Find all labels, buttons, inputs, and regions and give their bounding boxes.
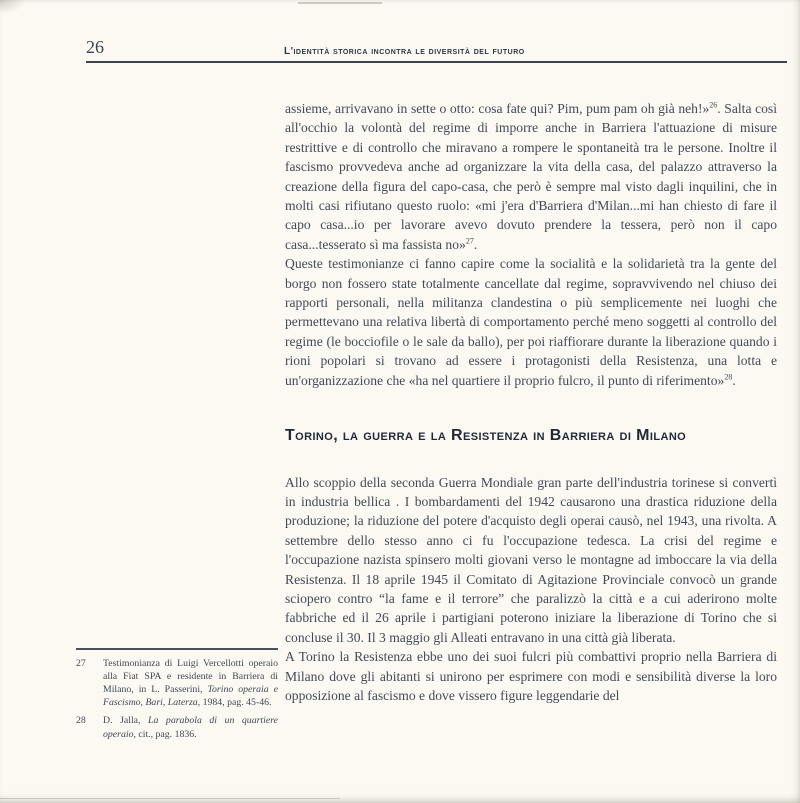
footnotes-rule xyxy=(76,648,278,650)
footnote-27-number: 27 xyxy=(76,657,86,669)
footnote-27-citation: Testimonianza di Luigi Vercellotti operaio alla Fiat SPA e residente in Barriera di Milano, in L. Passerini, xyxy=(103,657,278,695)
footnote-28-title-italic: La parabola di un quartiere operaio xyxy=(103,715,279,740)
scan-edge-artifact-bottom xyxy=(0,798,340,799)
footnote-27-title-italic: Torino operaia e Fascismo, Bari, Laterza, xyxy=(103,683,278,709)
page-number: 26 xyxy=(86,37,104,57)
paragraph-1-text: . xyxy=(473,236,478,252)
footnote-28-citation: D. Jalla, xyxy=(103,715,149,727)
footnote-28-number: 28 xyxy=(76,715,86,727)
footnote-marker-27: 27 xyxy=(465,236,474,246)
paragraph-1 xyxy=(285,99,777,254)
footnote-27-pages: 1984, pag. 45-46. xyxy=(200,697,272,709)
scan-edge-artifact-top xyxy=(298,2,382,4)
paragraph-2 xyxy=(285,254,777,390)
footnote-marker-26: 26 xyxy=(709,100,718,110)
section-heading: Torino, la guerra e la Resistenza in Barriera di Milano xyxy=(285,427,687,445)
scan-corner-smudge xyxy=(0,0,26,14)
footnotes-block xyxy=(76,648,278,746)
paragraph-1-text: . Salta così all'occhio la volontà del regime di imporre anche in Barriera l'attuazione di misure restrittive e di controllo che miravano a rompere le spontaneità tra le persone. Inoltre il fascismo provvedeva anche ad organizzare la vita della casa, del palazzo attraverso la creazione della figura del capo-casa, che però è sempre mal visto dagli inquilini, che in molti casi rifiutano questo ruolo: «mi j'era d'Barriera d'Milan...mi han chiesto di fare il capo casa...io per lavorare avevo dovuto prendere la tessera, però non il capo casa...tesserato sì ma fassista no» xyxy=(285,101,777,252)
header-rule xyxy=(86,61,787,63)
footnote-27 xyxy=(76,657,278,710)
footnote-28-pages: , cit., pag. 1836. xyxy=(133,728,197,740)
running-header: L'identità storica incontra le diversità del futuro xyxy=(284,46,525,57)
footnote-28 xyxy=(76,714,278,740)
paragraph-2-text: . xyxy=(732,372,736,388)
paragraph-1-text: assieme, arrivavano in sette o otto: cosa fate qui? Pim, pum pam oh già neh!» xyxy=(285,101,710,116)
footnote-27-text xyxy=(103,657,278,710)
paragraph-4: A Torino la Resistenza ebbe uno dei suoi fulcri più combattivi proprio nella Barriera di Milano dove gli abitanti si unirono per esprimere con modi e sensibilità diverse la loro opposizione al fascismo e dove vissero figure leggendarie del xyxy=(285,649,777,703)
footnote-marker-28: 28 xyxy=(724,372,733,382)
paragraph-2-text: Queste testimonianze ci fanno capire come la socialità e la solidarietà tra la gente del borgo non fossero state totalmente cancellate dal regime, sopravvivendo nel chiuso dei rapporti personali, nella militanza clandestina o più semplicemente nei luoghi che permettevano una relativa libertà di comportamento perché meno soggetti al controllo del regime (le bocciofile o le sale da ballo), per poi riaffiorare durante la liberazione quando i rioni popolari si trovano ad essere i protagonisti della Resistenza, una lotta e un'organizzazione che «ha nel quartiere il proprio fulcro, il punto di riferimento» xyxy=(285,256,777,388)
body-text-column xyxy=(285,99,777,705)
footnote-28-text xyxy=(103,714,278,740)
paragraph-3: Allo scoppio della seconda Guerra Mondiale gran parte dell'industria torinese si convertì in industria bellica . I bombardamenti del 1942 causarono una drastica riduzione della produzione; la riduzione del potere d'acquisto degli operai causò, nel 1943, una rivolta. A settembre dello stesso anno ci fu l'occupazione tedesca. La crisi del regime e l'occupazione nazista spinsero molti giovani verso le montagne ad imboccare la via della Resistenza. Il 18 aprile 1945 il Comitato di Agitazione Provinciale convocò un grande sciopero contro “la fame e il terrore” che paralizzò la città e a cui aderirono molte fabbriche ed il 26 aprile i partigiani poterono iniziare la liberazione di Torino che si concluse il 30. Il 3 maggio gli Alleati entravano in una città già liberata. xyxy=(285,474,777,645)
